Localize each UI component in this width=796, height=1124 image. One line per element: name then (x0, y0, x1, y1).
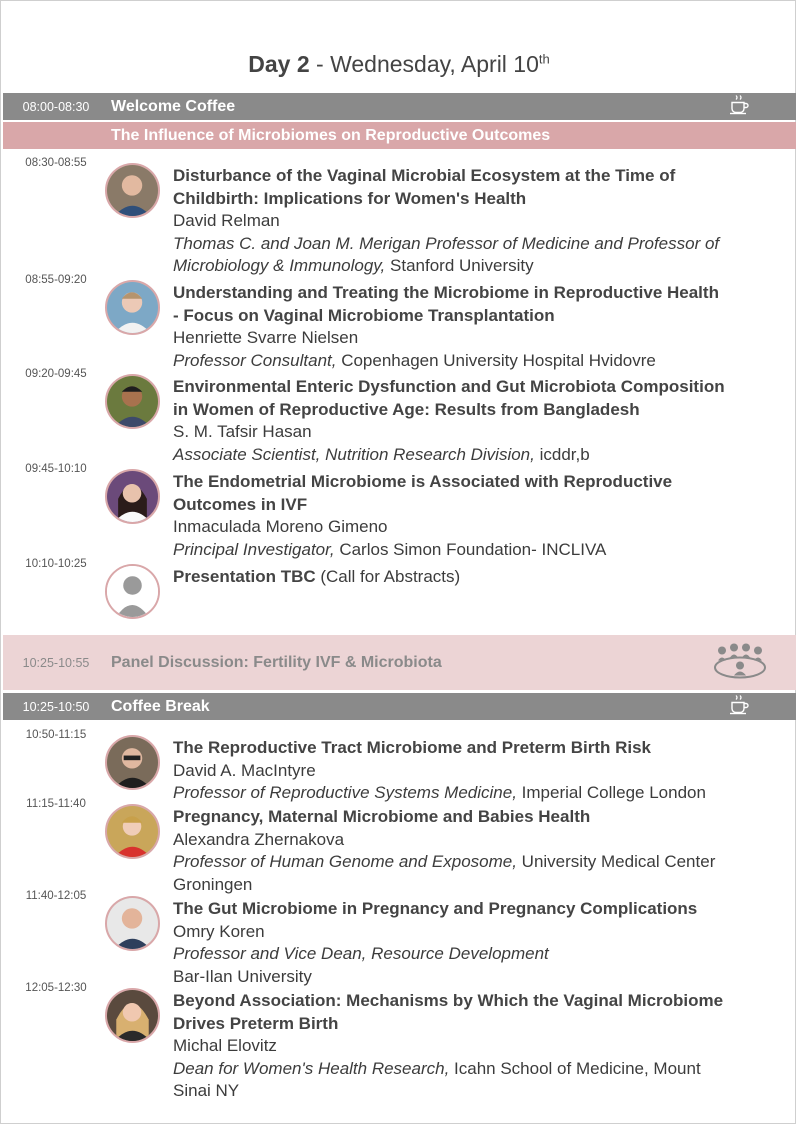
speaker-avatar (105, 988, 160, 1043)
coffee-break-bar (3, 693, 796, 720)
speaker-avatar (105, 896, 160, 951)
panel-label: Panel Discussion: Fertility IVF & Microbiota (111, 653, 442, 671)
speaker-avatar (105, 469, 160, 524)
session-title: The Reproductive Tract Microbiome and Preterm Birth Risk (173, 738, 652, 757)
session-title: Disturbance of the Vaginal Microbial Ecosystem at the Time of Childbirth: Implications for Women's Health (173, 166, 676, 208)
coffee-cup-icon (728, 693, 750, 720)
speaker-avatar (105, 374, 160, 429)
placeholder-avatar-icon (105, 564, 160, 619)
session-title: The Endometrial Microbiome is Associated with Reproductive Outcomes in IVF (173, 472, 673, 514)
welcome-time: 08:00-08:30 (22, 99, 90, 114)
coffee-label: Coffee Break (111, 697, 210, 715)
speaker-name: Alexandra Zhernakova (173, 829, 345, 849)
page-title (1, 51, 796, 78)
speaker-affiliation: icddr,b (534, 444, 590, 464)
track-header-bar (3, 122, 796, 149)
session-title: Presentation TBC (Call for Abstracts) (173, 567, 461, 586)
session-title: Pregnancy, Maternal Microbiome and Babies Health (173, 807, 591, 826)
coffee-time: 10:25-10:50 (22, 699, 90, 714)
session-time: 10:50-11:15 (25, 729, 87, 741)
coffee-cup-icon (728, 93, 750, 120)
session-title: Understanding and Treating the Microbiome in Reproductive Health - Focus on Vaginal Microbiome Transplantation (173, 283, 719, 325)
group-discussion-icon (712, 640, 768, 685)
speaker-name: Henriette Svarre Nielsen (173, 328, 359, 347)
speaker-avatar (105, 163, 160, 218)
session-title: Beyond Association: Mechanisms by Which the Vaginal Microbiome Drives Preterm Birth (173, 991, 724, 1033)
speaker-affiliation: Stanford University (385, 256, 534, 275)
speaker-name: Omry Koren (173, 921, 265, 941)
speaker-role: Professor of Human Genome and Exposome, University Medical Center (173, 852, 716, 871)
welcome-label: Welcome Coffee (111, 97, 236, 115)
speaker-affiliation: Copenhagen University Hospital Hvidovre (336, 350, 656, 370)
panel-discussion-bar (3, 635, 796, 690)
speaker-role: Professor and Vice Dean, Resource Development (173, 944, 549, 963)
speaker-role: Professor Consultant, Copenhagen University Hospital Hvidovre (173, 350, 656, 370)
speaker-name: David A. MacIntyre (173, 760, 316, 780)
session-title: Environmental Enteric Dysfunction and Gut Microbiota Composition in Women of Reproductive Age: Results from Bangladesh (173, 377, 725, 419)
speaker-role: Associate Scientist, Nutrition Research Division, icddr,b (173, 444, 590, 464)
speaker-role: Professor of Reproductive Systems Medicine, Imperial College London (173, 783, 706, 802)
speaker-name: Inmaculada Moreno Gimeno (173, 517, 388, 536)
session-time: 09:20-09:45 (25, 368, 87, 380)
speaker-name: S. M. Tafsir Hasan (173, 422, 312, 441)
speaker-role: Thomas C. and Joan M. Merigan Professor of Medicine and Professor of (173, 233, 720, 253)
speaker-affiliation-cont: Groningen (173, 874, 253, 894)
session-time: 09:45-10:10 (25, 463, 87, 475)
speaker-avatar (105, 280, 160, 335)
session-time: 11:15-11:40 (26, 798, 86, 810)
session-time: 08:30-08:55 (25, 157, 87, 169)
speaker-affiliation: Carlos Simon Foundation- INCLIVA (334, 539, 607, 559)
day-date: Wednesday, April 10 (330, 51, 539, 77)
day-label: Day 2 (248, 51, 310, 77)
speaker-avatar (105, 735, 160, 790)
speaker-affiliation: Icahn School of Medicine, Mount (449, 1058, 701, 1078)
speaker-affiliation: Bar-Ilan University (173, 966, 312, 986)
date-suffix: th (538, 51, 550, 67)
speaker-role: Dean for Women's Health Research, Icahn School of Medicine, Mount (173, 1058, 701, 1078)
speaker-affiliation: University Medical Center (516, 852, 716, 871)
session-time: 10:10-10:25 (25, 558, 87, 570)
session-title-note: (Call for Abstracts) (315, 567, 461, 586)
session-time: 12:05-12:30 (25, 982, 87, 994)
title-separator: - (309, 51, 331, 77)
track-label: The Influence of Microbiomes on Reproductive Outcomes (111, 126, 551, 144)
session-time: 08:55-09:20 (25, 274, 87, 286)
session-title: The Gut Microbiome in Pregnancy and Pregnancy Complications (173, 899, 698, 918)
session-time: 11:40-12:05 (25, 890, 87, 902)
speaker-affiliation-cont: Sinai NY (173, 1081, 240, 1100)
speaker-avatar (105, 804, 160, 859)
speaker-role: Principal Investigator, Carlos Simon Foundation- INCLIVA (173, 539, 607, 559)
panel-time: 10:25-10:55 (22, 655, 90, 670)
speaker-name: Michal Elovitz (173, 1036, 277, 1055)
speaker-affiliation: Imperial College London (516, 783, 706, 802)
speaker-name: David Relman (173, 211, 280, 230)
welcome-coffee-bar (3, 93, 796, 120)
agenda-page: Day 2 - Wednesday, April 10th 08:00-08:30 Welcome Coffee The Influence of Microbiomes on Reproductive Outcomes 08:30-08:55 Disturbance of the Vaginal Microbial Ecosystem at the Time of Childbirth: Implications for Women's Health David Relman Thomas C. and Joan M. Merigan Professor of Medicine and Professor of Microbiology & Immunology, Stanford University 08:55-09:20 Understanding and Treating the Microbiome in Reproductive Health - Focus on Vaginal Microbiome Transplantation Henriette Svarre Nielsen Professor Consultant, Copenhagen University Hospital Hvidovre 09:20-09:45 Environmental Enteric Dysfunction and Gut Microbiota Composition in Women of Reproductive Age: Results from Bangladesh S. M. Tafsir Hasan Associate Scientist, Nutrition Research Division, icddr,b 09:45-10:10 The Endometrial Microbiome is Associated with Reproductive Outcomes in IVF Inmaculada Moreno Gimeno Principal Investigator, Carlos Simon Foundation- INCLIVA 10:10-10:25 Presentation TBC (Call for Abstracts) 10:25-10:55 Panel Discussion: Fertility IVF & Microbiota 10:25-10:50 Coffee Break 10:50-11:15 The Reproductive Tract Microbiome and Preterm Birth Risk David A. MacIntyre Professor of Reproductive Systems Medicine, Imperial College London 11:15-11:40 Pregnancy, Maternal Microbiome and Babies Health Alexandra Zhernakova Professor of Human Genome and Exposome, University Medical Center Groningen 11:40-12:05 The Gut Microbiome in Pregnancy and Pregnancy Complications Omry Koren Professor and Vice Dean, Resource Development Bar-Ilan University 12:05-12:30 Beyond Association: Mechanisms by Which the Vaginal Microbiome Drives Preterm Birth Michal Elovitz Dean for Women's Health Research, Icahn School of Medicine, Mount Sinai NY (0, 0, 796, 1124)
